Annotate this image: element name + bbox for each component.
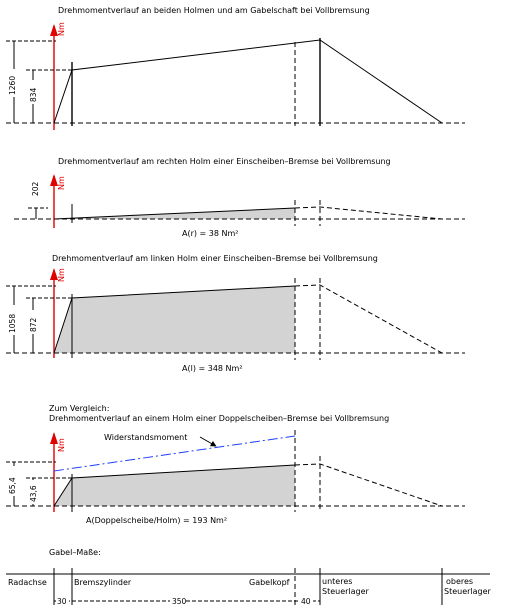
fork-dim-350: 350	[172, 597, 187, 606]
label-unteres: unteres	[322, 577, 353, 586]
panel-1	[4, 6, 465, 130]
label-bremszylinder: Bremszylinder	[74, 578, 132, 587]
panel-1-unit-label: Nm	[57, 22, 66, 36]
panel-4	[4, 404, 465, 525]
panel-1-dim-outer: 1260	[8, 75, 17, 95]
panel-4-area-fill	[54, 465, 295, 506]
label-radachse: Radachse	[8, 578, 47, 587]
panel-4-dim-inner: 43,6	[29, 485, 38, 502]
panel-4-intro: Zum Vergleich:	[49, 404, 110, 413]
panel-1-title: Drehmomentverlauf an beiden Holmen und am Gabelschaft bei Vollbremsung	[58, 6, 370, 15]
label-steuerlager-upper: Steuerlager	[444, 587, 491, 596]
panel-1-torque-curve	[54, 40, 442, 123]
fork-dim-40: 40	[301, 597, 311, 606]
panel-4-unit-label: Nm	[57, 438, 66, 452]
fork-dim-30: 30	[57, 597, 67, 606]
fork-dimensions	[6, 548, 492, 606]
panel-3-dim-outer: 1058	[8, 313, 17, 333]
panel-3-dim-inner: 872	[29, 317, 38, 332]
panel-2-title: Drehmomentverlauf am rechten Holm einer Einscheiben–Bremse bei Vollbremsung	[58, 157, 391, 166]
panel-4-legend-label: Widerstandsmoment	[104, 433, 188, 442]
panel-2-unit-label: Nm	[57, 176, 66, 190]
panel-3-unit-label: Nm	[57, 268, 66, 282]
panel-2-area-label: A(r) = 38 Nm²	[182, 229, 239, 238]
panel-4-dim-outer: 65,4	[8, 477, 17, 494]
panel-2-dim: 202	[31, 181, 40, 196]
panel-3	[4, 254, 465, 373]
panel-3-title: Drehmomentverlauf am linken Holm einer Einscheiben–Bremse bei Vollbremsung	[52, 254, 378, 263]
fork-title: Gabel–Maße:	[49, 548, 101, 557]
panel-4-title: Drehmomentverlauf an einem Holm einer Doppelscheiben–Bremse bei Vollbremsung	[49, 414, 390, 423]
panel-4-area-label: A(Doppelscheibe/Holm) = 193 Nm²	[86, 516, 228, 525]
panel-3-area-fill	[54, 286, 295, 353]
panel-3-area-label: A(l) = 348 Nm²	[182, 364, 243, 373]
label-steuerlager-lower: Steuerlager	[322, 587, 369, 596]
label-gabelkopf: Gabelkopf	[249, 578, 290, 587]
label-oberes: oberes	[446, 577, 474, 586]
panel-1-dim-inner: 834	[29, 87, 38, 102]
panel-2	[14, 157, 465, 238]
